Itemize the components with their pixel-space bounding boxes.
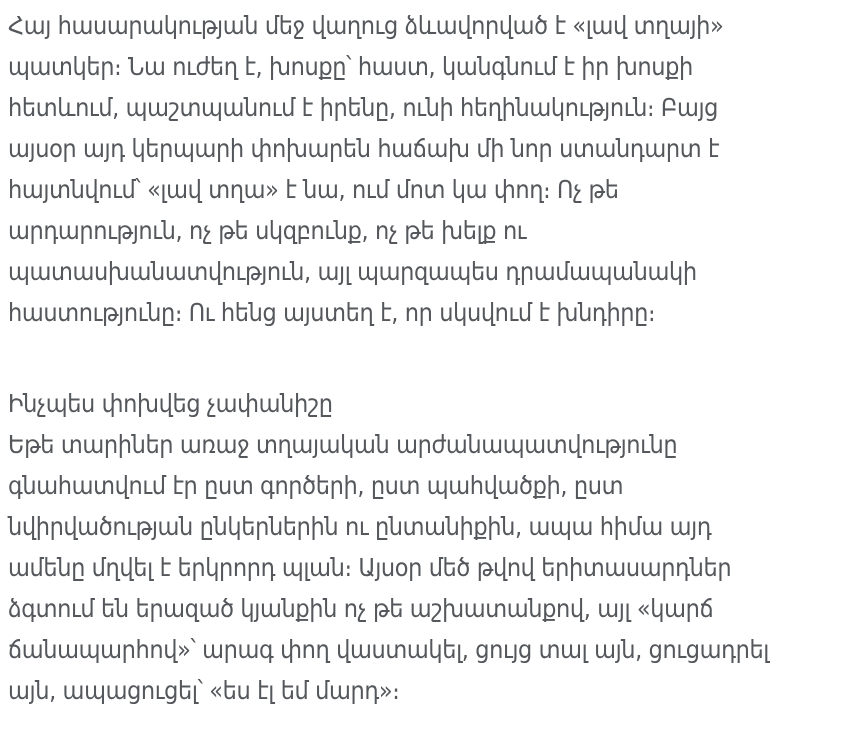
- text-line: այն, ապացուցել՝ «ես էլ եմ մարդ»։: [8, 676, 400, 705]
- text-line: Եթե տարիներ առաջ տղայական արժանապատվությունը: [8, 430, 678, 459]
- text-line: ճանապարհով»՝ արագ փող վաստակել, ցույց տալ այն, ցուցադրել: [8, 635, 770, 664]
- text-line: նվիրվածության ընկերներին ու ընտանիքին, ապա հիմա այդ: [8, 512, 712, 541]
- text-line: ձգտում են երազած կյանքին ոչ թե աշխատանքով, այլ «կարճ: [8, 594, 714, 623]
- text-line: գնահատվում էր ըստ գործերի, ըստ պահվածքի, ըստ: [8, 471, 624, 500]
- text-line: հետևում, պաշտպանում է իրենը, ունի հեղինակություն։ Բայց: [8, 93, 719, 122]
- paragraph-2: [8, 424, 847, 711]
- text-line: Հայ հասարակության մեջ վաղուց ձևավորված է «լավ տղայի»: [8, 11, 724, 40]
- text-line: այսօր այդ կերպարի փոխարեն հաճախ մի նոր ստանդարտ է: [8, 134, 720, 163]
- text-line: ամենը մղվել է երկրորդ պլան։ Այսօր մեծ թվով երիտասարդներ: [8, 553, 732, 582]
- section-heading: Ինչպես փոխվեց չափանիշը: [8, 389, 333, 418]
- text-line: պատասխանատվություն, այլ պարզապես դրամապանակի: [8, 257, 697, 286]
- text-line: հայտնվում՝ «լավ տղա» է նա, ում մոտ կա փող։ Ոչ թե: [8, 175, 619, 204]
- text-line: պատկեր։ Նա ուժեղ է, խոսքը՝ հաստ, կանգնում է իր խոսքի: [8, 52, 693, 81]
- text-line: հաստությունը։ Ու հենց այստեղ է, որ սկսվում է խնդիրը։: [8, 298, 656, 327]
- paragraph-1: [8, 5, 847, 333]
- text-line: արդարություն, ոչ թե սկզբունք, ոչ թե խելք ու: [8, 216, 527, 245]
